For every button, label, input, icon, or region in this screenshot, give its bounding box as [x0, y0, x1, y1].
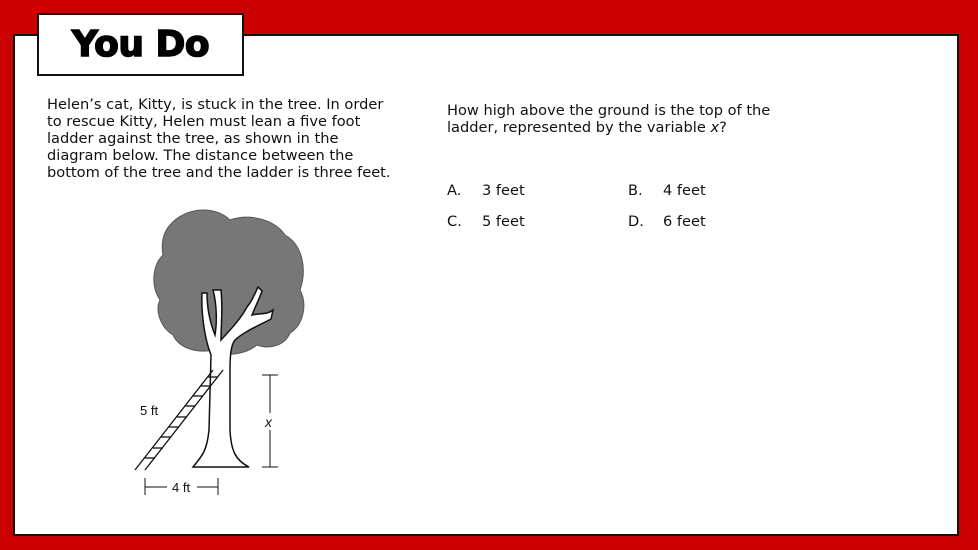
choice-letter: D. [628, 213, 644, 230]
choice-letter: A. [447, 182, 462, 199]
choice-a[interactable] [447, 182, 525, 199]
choice-c[interactable] [447, 213, 525, 230]
height-label: x [265, 414, 272, 430]
choice-b[interactable] [628, 182, 706, 199]
choice-text: 3 feet [482, 182, 525, 199]
choice-letter: C. [447, 213, 462, 230]
base-label: 4 ft [172, 480, 191, 495]
choice-text: 5 feet [482, 213, 525, 230]
choice-text: 4 feet [663, 182, 706, 199]
choice-d[interactable] [628, 213, 706, 230]
question-text-start: How high above the ground is the top of the ladder, represented by the variable [447, 102, 771, 136]
ladder-label: 5 ft [140, 403, 159, 418]
choice-letter: B. [628, 182, 643, 199]
title-box [37, 13, 244, 76]
tree-ladder-diagram [125, 205, 315, 505]
question-text [447, 102, 807, 136]
question-variable: x [710, 119, 720, 136]
slide-title: You Do [71, 24, 210, 65]
problem-text: Helen’s cat, Kitty, is stuck in the tree. In order to rescue Kitty, Helen must lean a five foot ladder against the tree, as shown in the diagram below. The distance between the bottom of the tree and the ladder is three feet. [47, 96, 391, 181]
question-text-end: ? [719, 119, 727, 136]
choice-text: 6 feet [663, 213, 706, 230]
